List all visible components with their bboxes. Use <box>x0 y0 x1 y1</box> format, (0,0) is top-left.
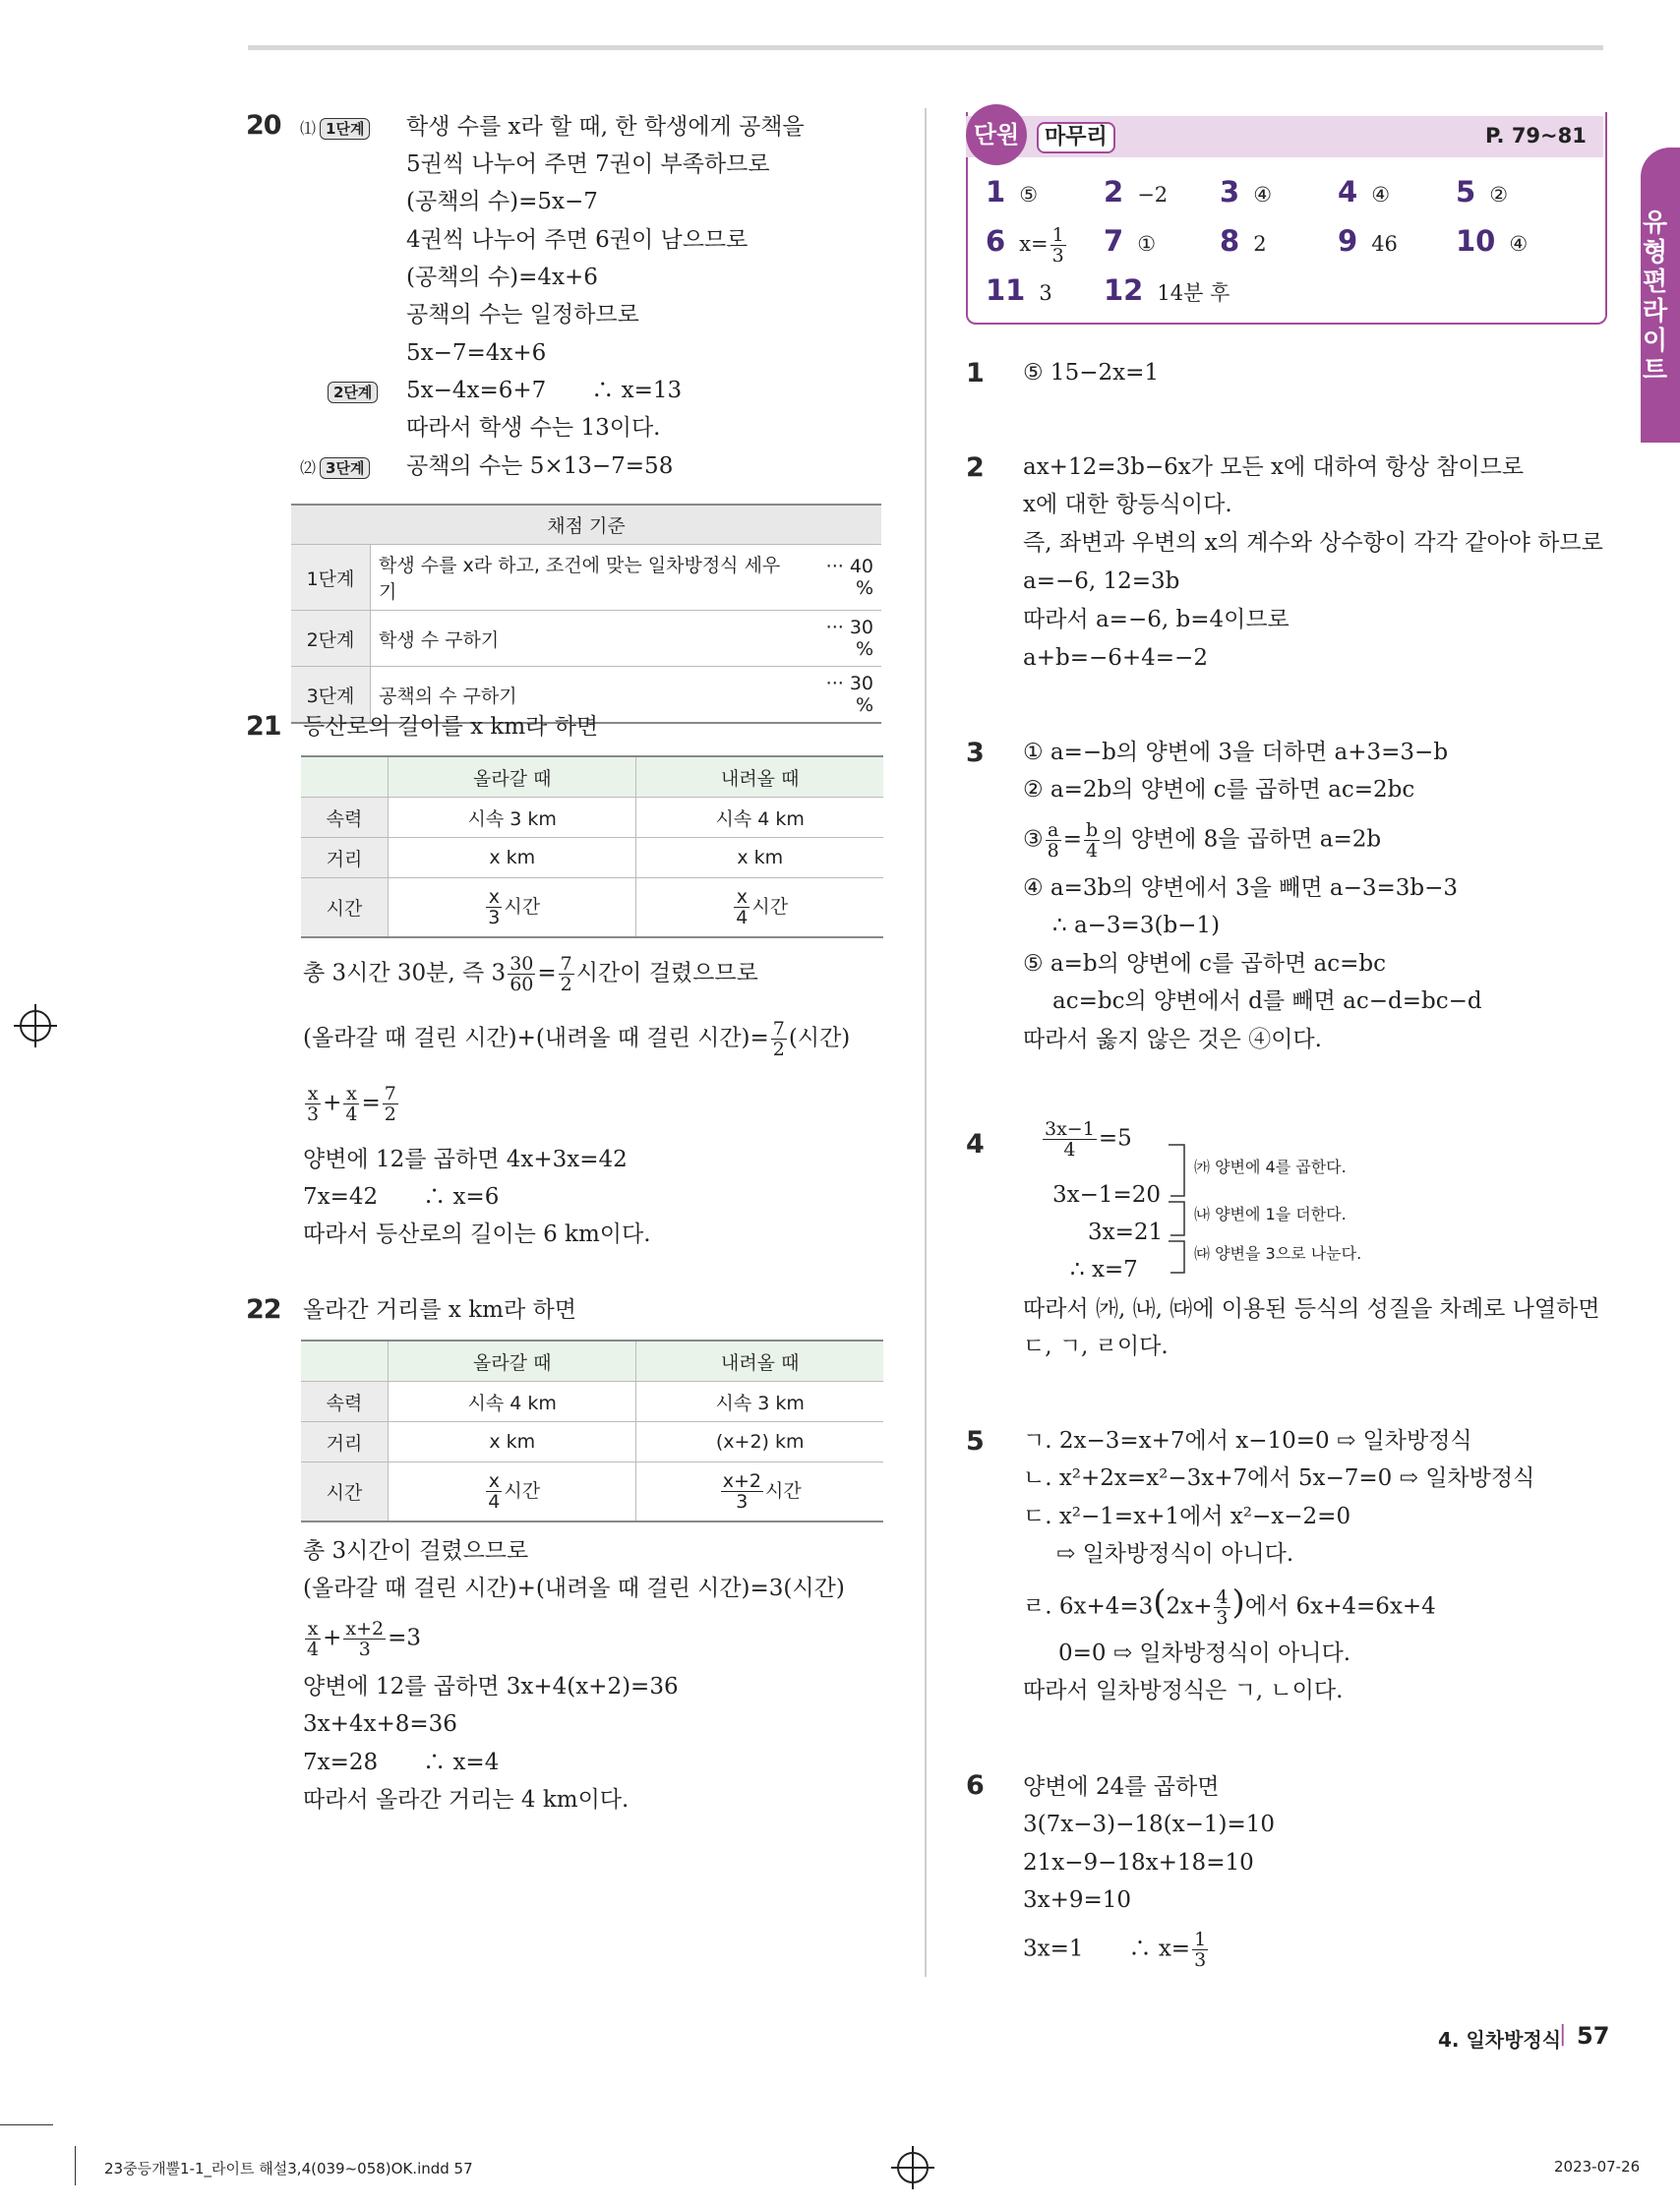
problem-number: 21 <box>246 711 281 742</box>
problem-number: 1 <box>966 358 984 388</box>
chapter-label: 4. 일차방정식 <box>1438 2028 1562 2052</box>
column-divider <box>925 108 927 1977</box>
problem-number: 4 <box>966 1129 984 1160</box>
unit-badge: 단원 <box>966 104 1027 165</box>
side-tab-label: 유형편 라이트 <box>1643 209 1668 386</box>
problem-number: 2 <box>966 452 984 483</box>
registration-mark-icon <box>897 2152 929 2183</box>
speed-table: 올라갈 때 내려올 때 속력 시속 3 km 시속 4 km 거리 x km x km 시간 $\frac{x}{3}$ 시간 $\frac{x}{4}$ 시간 <box>301 755 883 938</box>
stage-badge: 2단계 <box>328 382 378 403</box>
section-title: 마무리 <box>1037 122 1115 153</box>
scoring-table: 채점 기준 1단계 학생 수를 x라 하고, 조건에 맞는 일차방정식 세우기 ··· 40 % 2단계 학생 수 구하기 ··· 30 % 3단계 공책의 수 구하기 ··· 30 % <box>291 504 881 724</box>
page-range: P. 79~81 <box>1485 124 1587 148</box>
problem-number: 5 <box>966 1426 984 1457</box>
footer-separator: | <box>1559 2022 1567 2047</box>
speed-table: 올라갈 때 내려올 때 속력 시속 4 km 시속 3 km 거리 x km (x+2) km 시간 $\frac{x}{4}$ 시간 $\frac{x+2}{3}$ 시간 <box>301 1340 883 1522</box>
problem-number: 22 <box>246 1294 281 1325</box>
print-date: 2023-07-26 <box>1554 2158 1641 2176</box>
registration-mark-icon <box>20 1010 51 1042</box>
page-number: 57 <box>1577 2022 1610 2050</box>
problem-number: 6 <box>966 1770 984 1801</box>
problem-number: 3 <box>966 738 984 768</box>
file-info: 23중등개뿔1-1_라이트 해설3,4(039~058)OK.indd 57 <box>104 2160 473 2177</box>
stage-badge: 1단계 <box>320 118 370 140</box>
problem-number: 20 <box>246 110 281 141</box>
top-rule <box>248 45 1603 50</box>
stage-badge: 3단계 <box>320 457 370 479</box>
